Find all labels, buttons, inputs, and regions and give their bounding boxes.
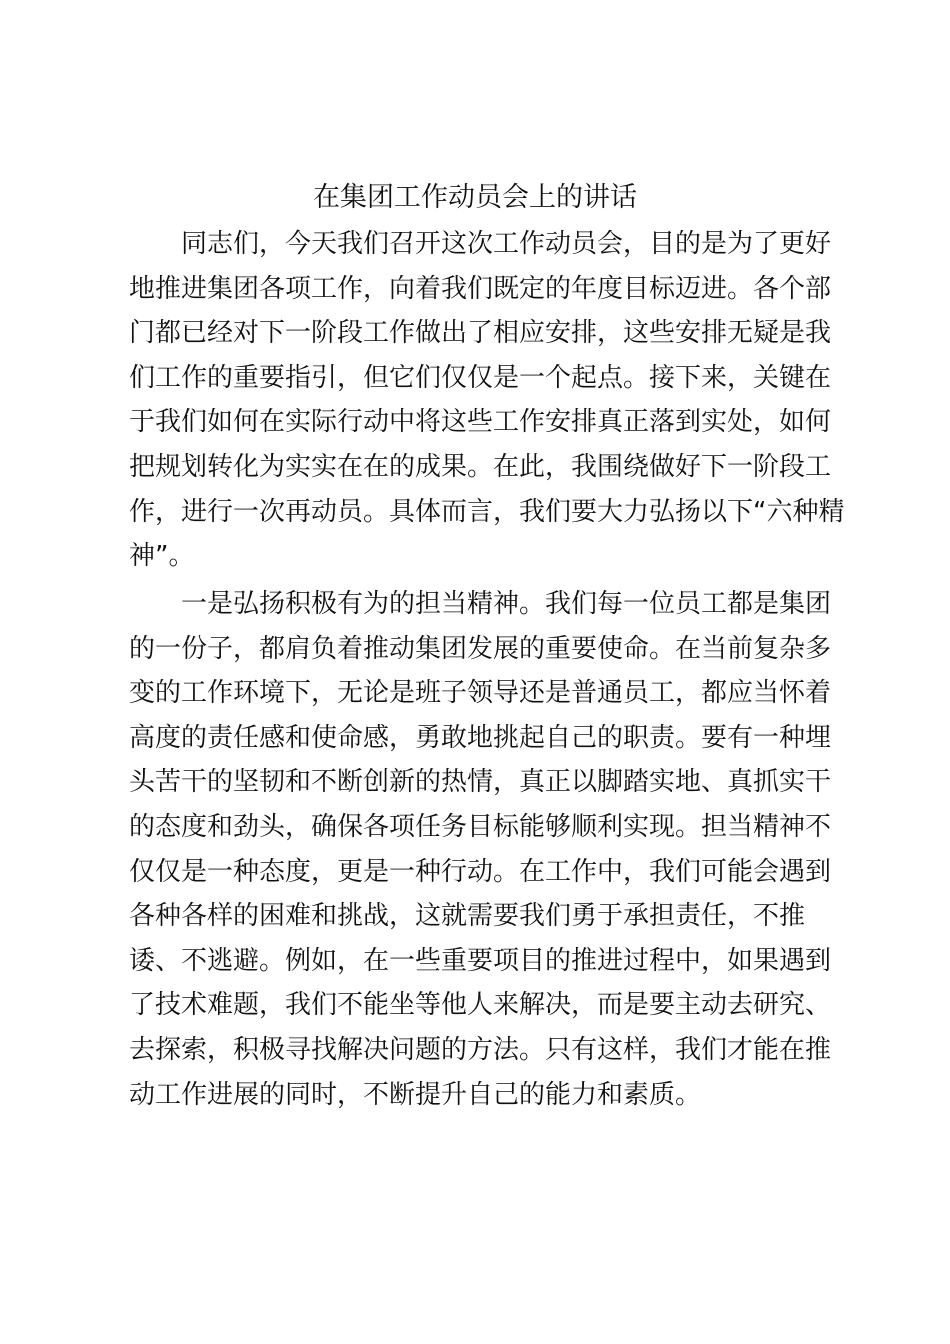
paragraph-line: 同志们，今天我们召开这次工作动员会，目的是为了更好 — [181, 229, 832, 259]
document-title: 在集团工作动员会上的讲话 — [313, 182, 637, 213]
paragraph-2 — [129, 582, 832, 1117]
paragraph-line: 仅仅是一种态度，更是一种行动。在工作中，我们可能会遇到 — [129, 856, 832, 887]
paragraph-line: 去探索，积极寻找解决问题的方法。只有这样，我们才能在推 — [129, 1034, 832, 1065]
paragraph-line: 地推进集团各项工作，向着我们既定的年度目标迈进。各个部 — [129, 273, 832, 304]
paragraph-line: 神”。 — [129, 541, 195, 572]
paragraph-line: 高度的责任感和使命感，勇敢地挑起自己的职责。要有一种埋 — [129, 722, 832, 753]
paragraph-line: 头苦干的坚韧和不断创新的热情，真正以脚踏实地、真抓实干 — [129, 767, 832, 798]
paragraph-line: 的态度和劲头，确保各项任务目标能够顺利实现。担当精神不 — [129, 811, 832, 842]
paragraph-line: 于我们如何在实际行动中将这些工作安排真正落到实处，如何 — [129, 407, 832, 438]
paragraph-line: 把规划转化为实实在在的成果。在此，我围绕做好下一阶段工 — [129, 451, 832, 482]
paragraph-line: 作，进行一次再动员。具体而言，我们要大力弘扬以下“六种精 — [129, 496, 845, 527]
paragraph-1 — [129, 222, 845, 579]
paragraph-line: 诿、不逃避。例如，在一些重要项目的推进过程中，如果遇到 — [129, 945, 832, 976]
paragraph-line: 一是弘扬积极有为的担当精神。我们每一位员工都是集团 — [181, 589, 832, 619]
paragraph-line: 了技术难题，我们不能坐等他人来解决，而是要主动去研究、 — [129, 990, 832, 1021]
paragraph-line: 门都已经对下一阶段工作做出了相应安排，这些安排无疑是我 — [129, 318, 832, 349]
paragraph-line: 变的工作环境下，无论是班子领导还是普通员工，都应当怀着 — [129, 678, 832, 709]
paragraph-line: 动工作进展的同时，不断提升自己的能力和素质。 — [129, 1079, 702, 1110]
paragraph-line: 的一份子，都肩负着推动集团发展的重要使命。在当前复杂多 — [129, 633, 832, 664]
paragraph-line: 们工作的重要指引，但它们仅仅是一个起点。接下来，关键在 — [129, 362, 832, 393]
paragraph-line: 各种各样的困难和挑战，这就需要我们勇于承担责任，不推 — [129, 901, 806, 932]
